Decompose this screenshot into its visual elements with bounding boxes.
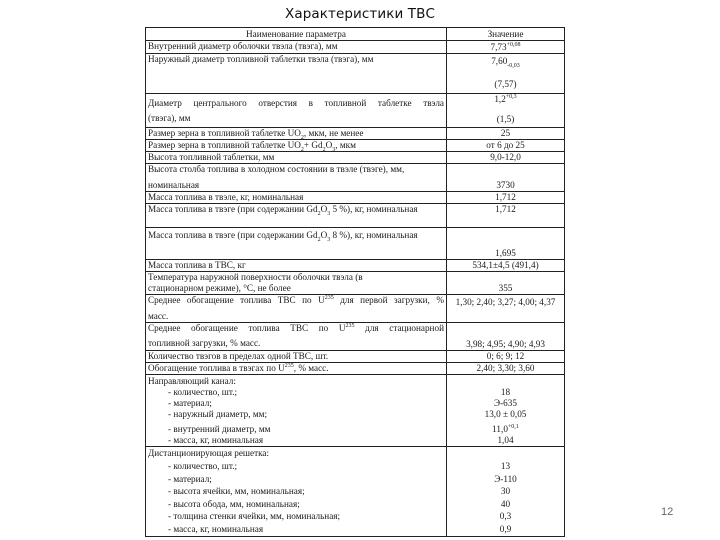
value-cell: 1,712 <box>447 204 565 228</box>
value-cell: 25 <box>447 128 565 140</box>
tvs-characteristics-table <box>145 27 565 537</box>
table-row <box>146 204 565 228</box>
param-cell: Размер зерна в топливной таблетке $UO_2$, мкм, не менее <box>146 128 447 140</box>
param-cell: Масса топлива в ТВС, кг <box>146 260 447 272</box>
value-cell: 3,98; 4,95; 4,90; 4,93 <box>447 323 565 351</box>
table-row <box>146 41 565 54</box>
param-cell: Размер зерна в топливной таблетке $UO_2+ Gd_2O_3$, мкм <box>146 140 447 152</box>
table-row <box>146 192 565 204</box>
value-cell: 1,695 <box>447 228 565 260</box>
table-row <box>146 363 565 375</box>
table-row <box>146 295 565 323</box>
param-cell: Количество твэгов в пределах одной ТВС, шт. <box>146 351 447 363</box>
param-cell: Среднее обогащение топлива ТВС по $U^{235}$ для стационарной топливной загрузки, % масс. <box>146 323 447 351</box>
param-cell: Масса топлива в твэге (при содержании $Gd_2O_3$ 5 %), кг, номинальная <box>146 204 447 228</box>
table-row <box>146 272 565 295</box>
value-cell: 1,712 <box>447 192 565 204</box>
param-cell: Масса топлива в твэге (при содержании $Gd_2O_3$ 8 %), кг, номинальная <box>146 228 447 260</box>
value-cell: 0; 6; 9; 12 <box>447 351 565 363</box>
param-cell: Диаметр центрального отверстия в топливной таблетке твэла (твэга), мм <box>146 94 447 128</box>
param-cell: Наружный диаметр топливной таблетки твэла (твэга), мм <box>146 54 447 94</box>
table-row <box>146 228 565 260</box>
page-title: Характеристики ТВС <box>284 6 436 22</box>
value-cell: 9,0-12,0 <box>447 152 565 164</box>
value-cell: 3730 <box>447 164 565 192</box>
table-row <box>146 94 565 128</box>
param-cell: Температура наружной поверхности оболочки твэла (в стационарном режиме), °С, не более <box>146 272 447 295</box>
value-cell: 2,40; 3,30; 3,60 <box>447 363 565 375</box>
table-header-row <box>146 28 565 41</box>
value-cell: 13 Э-110 30 40 0,3 0,9 <box>447 447 565 537</box>
value-cell: $7,60_{-0,03}$ (7,57) <box>447 54 565 94</box>
header-value: Значение <box>447 28 565 41</box>
table-row-guide-channel <box>146 375 565 447</box>
table-row <box>146 128 565 140</box>
param-cell: Внутренний диаметр оболочки твэла (твэга), мм <box>146 41 447 54</box>
value-cell: от 6 до 25 <box>447 140 565 152</box>
value-cell: $7,73^{+0,08}$ <box>447 41 565 54</box>
value-cell: 1,30; 2,40; 3,27; 4,00; 4,37 <box>447 295 565 323</box>
param-cell: Обогащение топлива в твэгах по $U^{235}$, % масс. <box>146 363 447 375</box>
param-cell: Высота столба топлива в холодном состоянии в твэле (твэге), мм, номинальная <box>146 164 447 192</box>
param-cell: Высота топливной таблетки, мм <box>146 152 447 164</box>
table-row <box>146 54 565 94</box>
header-param: Наименование параметра <box>146 28 447 41</box>
value-cell: $1,2^{+0,3}$ (1,5) <box>447 94 565 128</box>
table-row <box>146 323 565 351</box>
param-cell: Дистанционирующая решетка: - количество, шт.; - материал; - высота ячейки, мм, номинальная; - высота обода, мм, номинальная; - толщина стенки ячейки, мм, номинальная; - масса, кг, номинальная <box>146 447 447 537</box>
value-cell: 534,1±4,5 (491,4) <box>447 260 565 272</box>
table-row <box>146 164 565 192</box>
table-row <box>146 152 565 164</box>
value-cell: 18 Э-635 13,0 ± 0,05 $11,0^{+0,1}$ 1,04 <box>447 375 565 447</box>
value-cell: 355 <box>447 272 565 295</box>
table-row <box>146 260 565 272</box>
param-cell: Среднее обогащение топлива ТВС по $U^{235}$ для первой загрузки, % масс. <box>146 295 447 323</box>
page-number: 12 <box>661 506 674 518</box>
table-row <box>146 140 565 152</box>
param-cell: Масса топлива в твэле, кг, номинальная <box>146 192 447 204</box>
table-row <box>146 351 565 363</box>
param-cell: Направляющий канал: - количество, шт.; - материал; - наружный диаметр, мм; - внутренний диаметр, мм - масса, кг, номинальная <box>146 375 447 447</box>
table-row-spacer-grid <box>146 447 565 537</box>
